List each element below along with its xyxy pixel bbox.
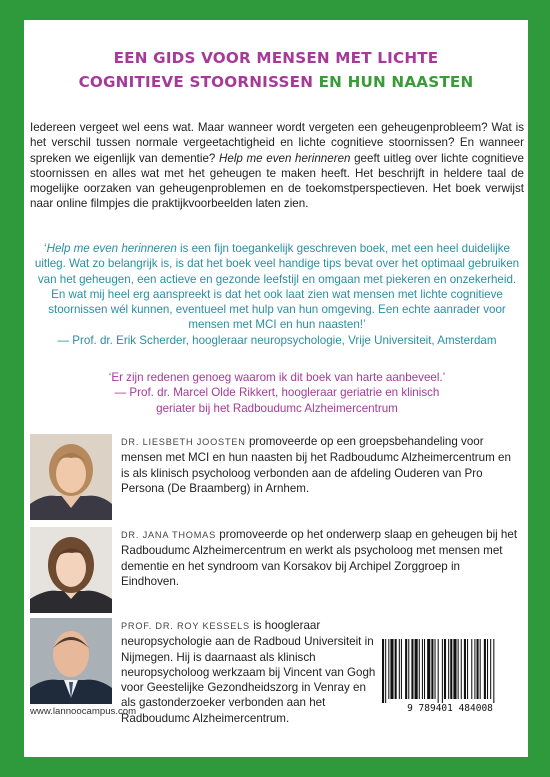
author-bio-thomas <box>30 527 524 615</box>
barcode-bar <box>474 639 475 699</box>
headline <box>24 46 528 94</box>
barcode-bar <box>448 639 449 699</box>
barcode-bar <box>388 639 389 699</box>
headline-part-purple: COGNITIEVE STOORNISSEN <box>78 73 314 91</box>
barcode-bar <box>438 639 439 703</box>
barcode-bar <box>411 639 413 699</box>
headline-line-1: EEN GIDS VOOR MENSEN MET LICHTE <box>113 49 439 67</box>
barcode-bar <box>408 639 409 699</box>
author-bio-text-thomas <box>121 527 519 589</box>
barcode-bar <box>427 639 430 699</box>
quote-2-text: ‘Er zijn redenen genoeg waarom ik dit boek van harte aanbeveel.’ <box>108 371 446 384</box>
barcode-bar <box>490 639 491 699</box>
intro-text-1: Iedereen vergeet wel eens wat. Maar wanneer wordt vergeten een geheugenprobleem? Wat is het verschil tussen normale vergeetachtigheid en lichte cognitieve stoornissen? En wanneer spreken we eigenlijk van dementie? <box>30 121 524 165</box>
quote-1-open: ‘ <box>44 242 47 255</box>
barcode-bar <box>453 639 456 699</box>
barcode-number: 9 789401 484008 <box>407 703 493 714</box>
author-bio-text-joosten <box>121 434 519 496</box>
quote-2-attribution-1: — Prof. dr. Marcel Olde Rikkert, hoogleraar geriatrie en klinisch <box>114 386 440 400</box>
barcode-bar <box>431 639 433 699</box>
barcode-bar <box>487 639 488 699</box>
author-bio-text-kessels <box>121 618 376 726</box>
headline-line-2 <box>24 70 528 94</box>
publisher-website: www.lannoocampus.com <box>30 706 137 717</box>
barcode-bar <box>385 639 386 703</box>
author-name-thomas: DR. JANA THOMAS <box>121 530 217 540</box>
intro-paragraph <box>30 120 524 212</box>
barcode-bar <box>435 639 436 699</box>
barcode-bar <box>471 639 472 699</box>
author-photo-joosten <box>30 434 112 520</box>
quote-1-attribution: — Prof. dr. Erik Scherder, hoogleraar neuropsychologie, Vrije Universiteit, Amsterdam <box>57 333 497 347</box>
barcode-bar <box>390 639 393 699</box>
author-description-thomas: promoveerde op het onderwerp slaap en geheugen bij het Radboudumc Alzheimercentrum en werkt als psycholoog met mensen met dementie en het syndroom van Korsakov bij Archipel Zorggroep in Eindhoven. <box>121 528 518 588</box>
barcode-bar <box>450 639 452 699</box>
back-cover <box>24 20 528 757</box>
review-quote-olde-rikkert <box>30 370 524 416</box>
author-description-kessels: is hoogleraar neuropsychologie aan de Radboud Universiteit in Nijmegen. Hij is daarnaast als klinisch neuropsycholoog werkzaam bij Vincent van Gogh voor Geestelijke Gezondheidszorg in Venray en als gastonderzoeker verbonden aan het Radboudumc Alzheimercentrum. <box>121 619 376 725</box>
barcode-graphic <box>376 637 524 715</box>
barcode-bar <box>424 639 425 699</box>
barcode-bar <box>422 639 423 699</box>
quote-1-book-title: Help me even herinneren <box>46 242 177 255</box>
barcode-bar <box>493 639 494 703</box>
barcode-bar <box>401 639 402 699</box>
review-quote-scherder <box>30 241 524 348</box>
barcode-bar <box>461 639 462 699</box>
author-bio-joosten <box>30 434 524 522</box>
barcode-bar <box>444 639 446 699</box>
author-name-joosten: DR. LIESBETH JOOSTEN <box>121 437 246 447</box>
author-description-joosten: promoveerde op een groepsbehandeling voor mensen met MCI en hun naasten bij het Radboudumc Alzheimercentrum en is als klinisch psycholoog verbonden aan de afdeling Ouderen van Pro Persona (De Braamberg) in Arnhem. <box>121 435 511 495</box>
quote-1-text: is een fijn toegankelijk geschreven boek, met een heel duidelijke uitleg. Wat zo belangrijk is, is dat het boek veel handige tips bevat over het optimaal gebruiken van het geheugen, een actieve en gezonde leefstijl en omgaan met piekeren en onzekerheid. En wat mij heel erg aanspreekt is dat het ook laat zien wat mensen met lichte cognitieve stoornissen wél kunnen, eventueel met hulp van hun omgeving. Een echte aanrader voor mensen met MCI en hun naasten!’ <box>34 242 520 332</box>
barcode-bar <box>442 639 443 703</box>
intro-text-2: geeft uitleg over lichte cognitieve stoornissen en alles wat met het geheugen te maken heeft. Het beschrijft in heldere taal de mogelijke oorzaken van geheugenproblemen en de toekomstperspectieven. Het boek verwijst naar online filmpjes die praktijkvoorbeelden laten zien. <box>30 151 525 211</box>
quote-1-body <box>30 241 524 333</box>
author-name-kessels: PROF. DR. ROY KESSELS <box>121 621 250 631</box>
author-photo-thomas <box>30 527 112 613</box>
barcode-bar <box>477 639 479 699</box>
barcode-bar <box>467 639 468 699</box>
barcode-bar <box>419 639 420 699</box>
barcode-bar <box>458 639 459 699</box>
barcode-bar <box>382 639 384 703</box>
barcode-bar <box>484 639 486 699</box>
author-photo-kessels <box>30 618 112 704</box>
intro-book-title: Help me even herinneren <box>219 151 351 165</box>
headline-part-green: EN HUN NAASTEN <box>313 73 474 91</box>
quote-2-attribution-2: geriater bij het Radboudumc Alzheimercentrum <box>156 401 398 415</box>
isbn-barcode <box>376 637 524 715</box>
barcode-bar <box>464 639 466 699</box>
barcode-bar <box>415 639 418 699</box>
barcode-bar <box>405 639 407 699</box>
barcode-bar <box>395 639 397 699</box>
barcode-bar <box>399 639 400 699</box>
barcode-bar <box>480 639 481 699</box>
